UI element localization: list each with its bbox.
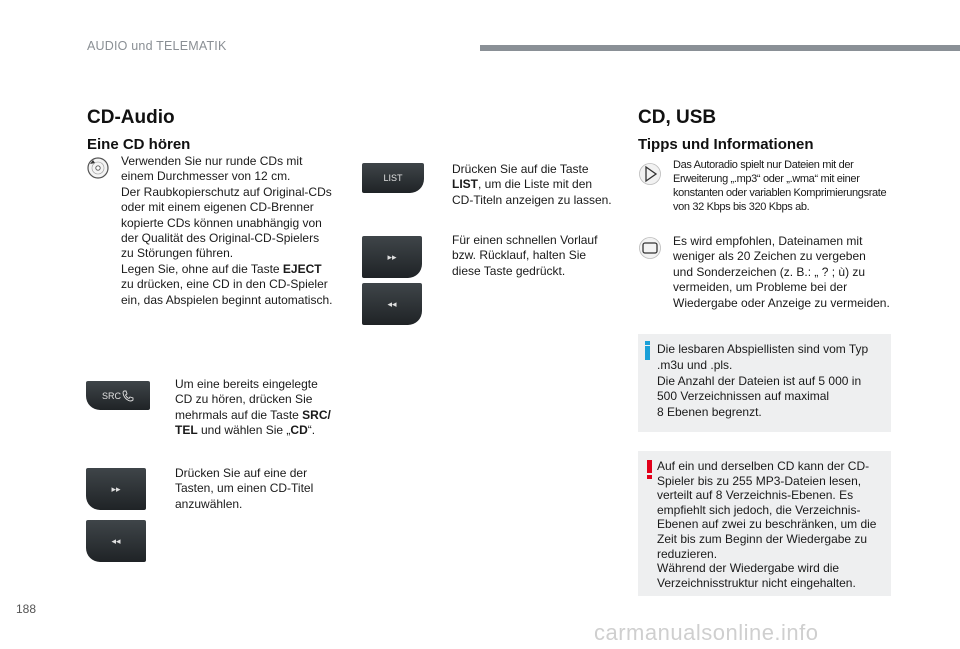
next-track-icon: ▸▸ [387,251,397,262]
info-icon [645,346,650,360]
src-tel-button[interactable] [86,381,150,410]
next-track-button-left[interactable] [86,468,146,510]
page-number: 188 [16,602,37,616]
warning-icon [647,460,652,473]
section-title: AUDIO und TELEMATIK [87,39,227,53]
prev-track-button-left[interactable] [86,520,146,562]
fast-forward-text: Für einen schnellen Vorlauf bzw. Rücklauf, halten Sie diese Taste gedrückt. [452,233,598,278]
warning-icon-dot [647,475,652,479]
src-button-label: SRC [101,390,121,401]
tip2-text: Es wird empfohlen, Dateinamen mit weniger als 20 Zeichen zu vergeben und Sonderzeichen (z. B.: „ ? ; ù) zu vermeiden, um Probleme bei der Wiedergabe oder Anzeige zu vermeiden. [673,234,890,310]
phone-icon [122,390,134,402]
warning-box-text: Auf ein und derselben CD kann der CD- Spieler bis zu 255 MP3-Dateien lesen, verteilt auf 8 Verzeichnis-Ebenen. Es empfiehlt sich jedoch, die Verzeichnis- Ebenen auf zwei zu beschränken, um die Zeit bis zum Beginn der Wiedergabe zu reduzieren. Während der Wiedergabe wird die Verzeichnisstruktur nicht eingehalten. [657,459,877,590]
list-button-label: LIST [383,173,403,183]
cd-intro-text: Verwenden Sie nur runde CDs mit einem Durchmesser von 12 cm. Der Raubkopierschutz auf Original-CDs oder mit einem eigenen CD-Brenner kopierte CDs können unabhängig von der Qualität des Original-CD-Spielers zu Störungen führen. Legen Sie, ohne auf die Taste EJECT zu drücken, eine CD in den CD-Spieler ein, das Abspielen beginnt automatisch. [121,154,333,307]
screen-icon [638,236,662,260]
info-icon-dot [645,341,650,345]
cd-disc-icon [86,156,110,180]
info-box-text: Die lesbaren Abspiellisten sind vom Typ .m3u und .pls. Die Anzahl der Dateien ist auf 5 000 in 500 Verzeichnissen auf maximal 8 Ebenen begrenzt. [657,342,869,420]
info-box [638,334,891,432]
list-text: Drücken Sie auf die Taste LIST, um die Liste mit den CD-Titeln anzeigen zu lassen. [452,162,612,207]
tip1-text: Das Autoradio spielt nur Dateien mit der Erweiterung „.mp3“ oder „.wma“ mit einer konstanten oder variablen Komprimierungsrate von 32 Kbps bis 320 Kbps ab. [673,159,887,213]
watermark: carmanualsonline.info [594,620,819,645]
prev-track-button-middle[interactable] [362,283,422,325]
right-subtitle: Tipps und Informationen [638,136,814,153]
prev-track-icon: ◂◂ [387,298,397,309]
list-button[interactable] [362,163,424,193]
right-title: CD, USB [638,107,717,128]
select-track-text: Drücken Sie auf eine der Tasten, um einen CD-Titel anzuwählen. [175,466,314,511]
warning-box [638,451,891,596]
next-track-button-middle[interactable] [362,236,422,278]
play-triangle-icon [638,162,662,186]
header-bar [480,45,960,51]
left-subtitle: Eine CD hören [87,136,191,153]
src-text: Um eine bereits eingelegte CD zu hören, drücken Sie mehrmals auf die Taste SRC/ TEL und wählen Sie „CD“. [175,377,331,438]
next-track-icon: ▸▸ [111,483,121,494]
left-title: CD-Audio [87,107,175,128]
prev-track-icon: ◂◂ [111,535,121,546]
